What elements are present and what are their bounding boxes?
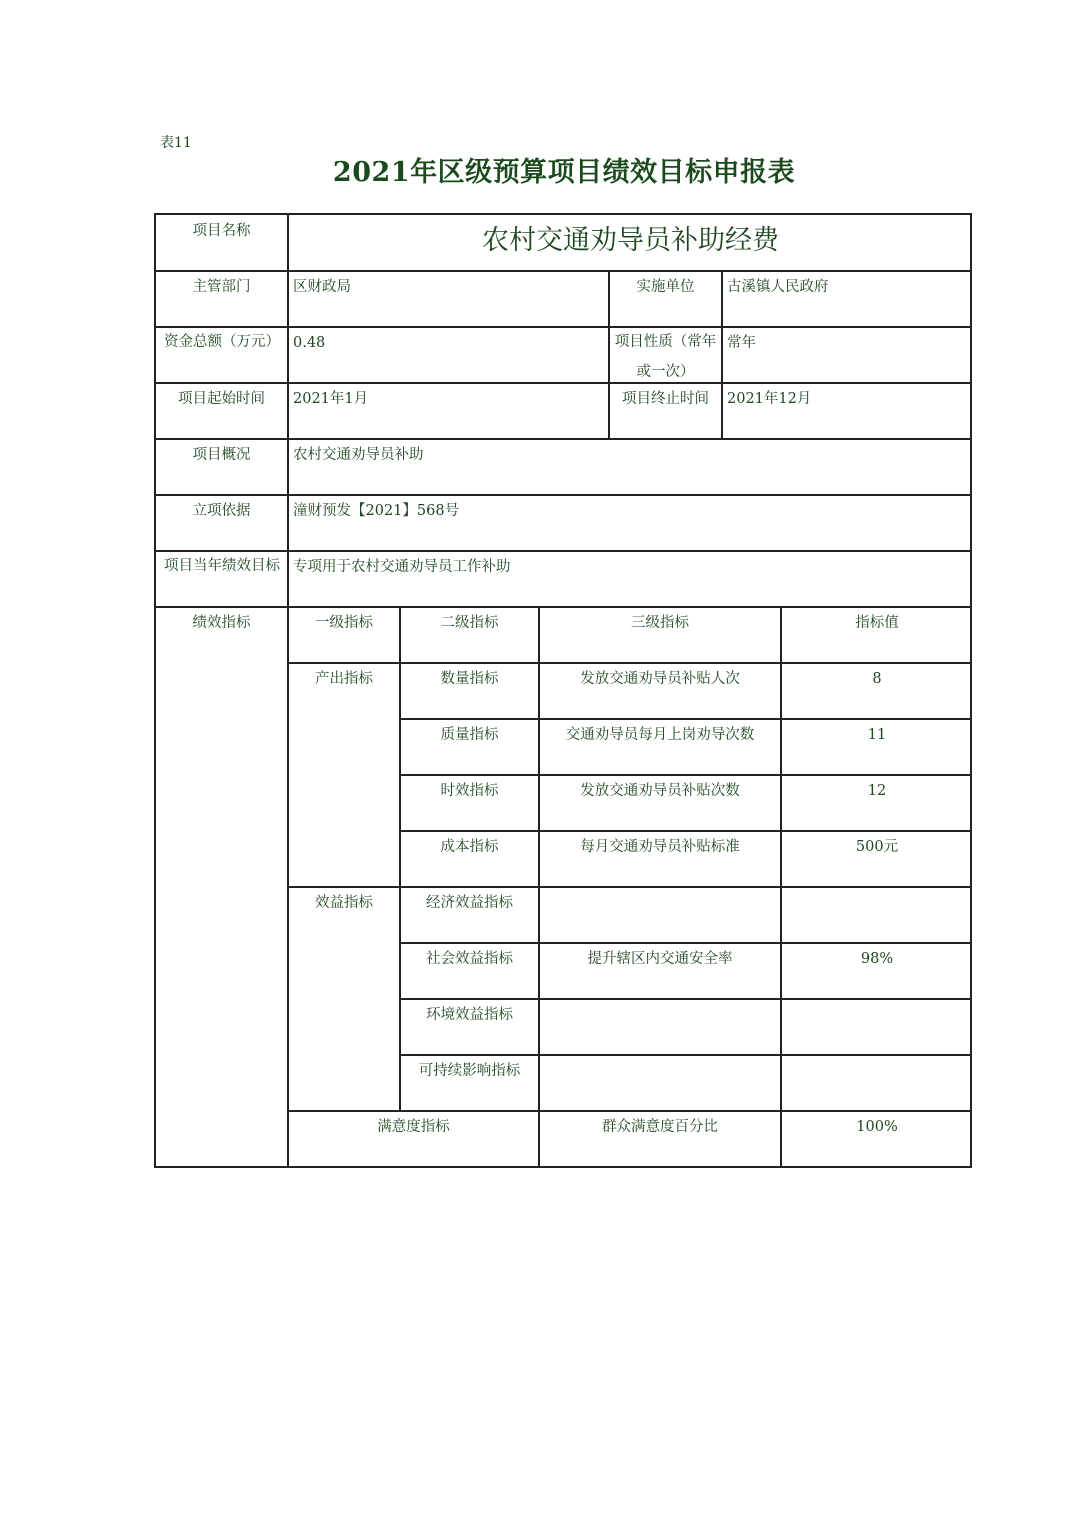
goal-label: 项目当年绩效目标	[164, 558, 280, 574]
start-label: 项目起始时间	[178, 391, 265, 407]
performance-table	[154, 213, 972, 1168]
table-row-value: 100%	[856, 1119, 898, 1135]
satisfaction-indicator-label: 满意度指标	[377, 1119, 450, 1135]
table-row-level3: 群众满意度百分比	[602, 1119, 718, 1135]
table-row-level3: 发放交通劝导员补贴次数	[580, 783, 740, 799]
table-label: 表11	[160, 135, 192, 151]
table-row-value: 8	[872, 671, 882, 687]
basis-label: 立项依据	[192, 503, 251, 519]
table-row-value: 98%	[860, 951, 894, 967]
table-row-level2: 数量指标	[440, 671, 499, 687]
header-value: 指标值	[855, 615, 899, 631]
table-row-level2: 社会效益指标	[426, 951, 513, 967]
goal-value: 专项用于农村交通劝导员工作补助	[293, 559, 511, 575]
unit-label: 实施单位	[636, 279, 695, 295]
fund-value: 0.48	[293, 335, 326, 351]
table-row-level3: 每月交通劝导员补贴标准	[580, 839, 740, 855]
header-level1: 一级指标	[315, 615, 373, 631]
table-row-level2: 成本指标	[440, 839, 499, 855]
table-row-level2: 时效指标	[440, 783, 499, 799]
table-row-level2: 质量指标	[440, 727, 499, 743]
overview-value: 农村交通劝导员补助	[293, 447, 424, 463]
project-name: 农村交通劝导员补助经费	[482, 225, 779, 256]
table-row-value: 500元	[855, 839, 899, 855]
end-value: 2021年12月	[727, 391, 812, 407]
header-level2: 二级指标	[440, 615, 499, 631]
unit-value: 古溪镇人民政府	[727, 279, 829, 295]
indicators-section-label: 绩效指标	[192, 615, 251, 631]
basis-value: 潼财预发【2021】568号	[293, 503, 460, 519]
table-row-level2: 可持续影响指标	[418, 1063, 521, 1079]
output-indicator-label: 产出指标	[315, 671, 373, 687]
nature-value: 常年	[727, 335, 756, 351]
table-row-level2: 环境效益指标	[426, 1007, 513, 1023]
header-level3: 三级指标	[631, 615, 689, 631]
dept-value: 区财政局	[293, 279, 351, 295]
dept-label: 主管部门	[192, 279, 251, 295]
overview-label: 项目概况	[192, 447, 251, 463]
table-row-value: 12	[867, 783, 887, 799]
table-row-value: 11	[867, 727, 887, 743]
table-row-level3: 发放交通劝导员补贴人次	[580, 671, 740, 687]
table-row-level3: 提升辖区内交通安全率	[587, 951, 733, 967]
end-label: 项目终止时间	[622, 391, 709, 407]
table-row-level2: 经济效益指标	[426, 895, 513, 911]
benefit-indicator-label: 效益指标	[315, 895, 373, 911]
project-name-label: 项目名称	[192, 223, 251, 239]
start-value: 2021年1月	[293, 391, 369, 407]
table-row-level3: 交通劝导员每月上岗劝导次数	[565, 727, 755, 743]
fund-label: 资金总额（万元）	[164, 334, 280, 350]
page-title: 2021年区级预算项目绩效目标申报表	[332, 157, 796, 188]
nature-label: 项目性质（常年或一次）	[614, 334, 717, 380]
